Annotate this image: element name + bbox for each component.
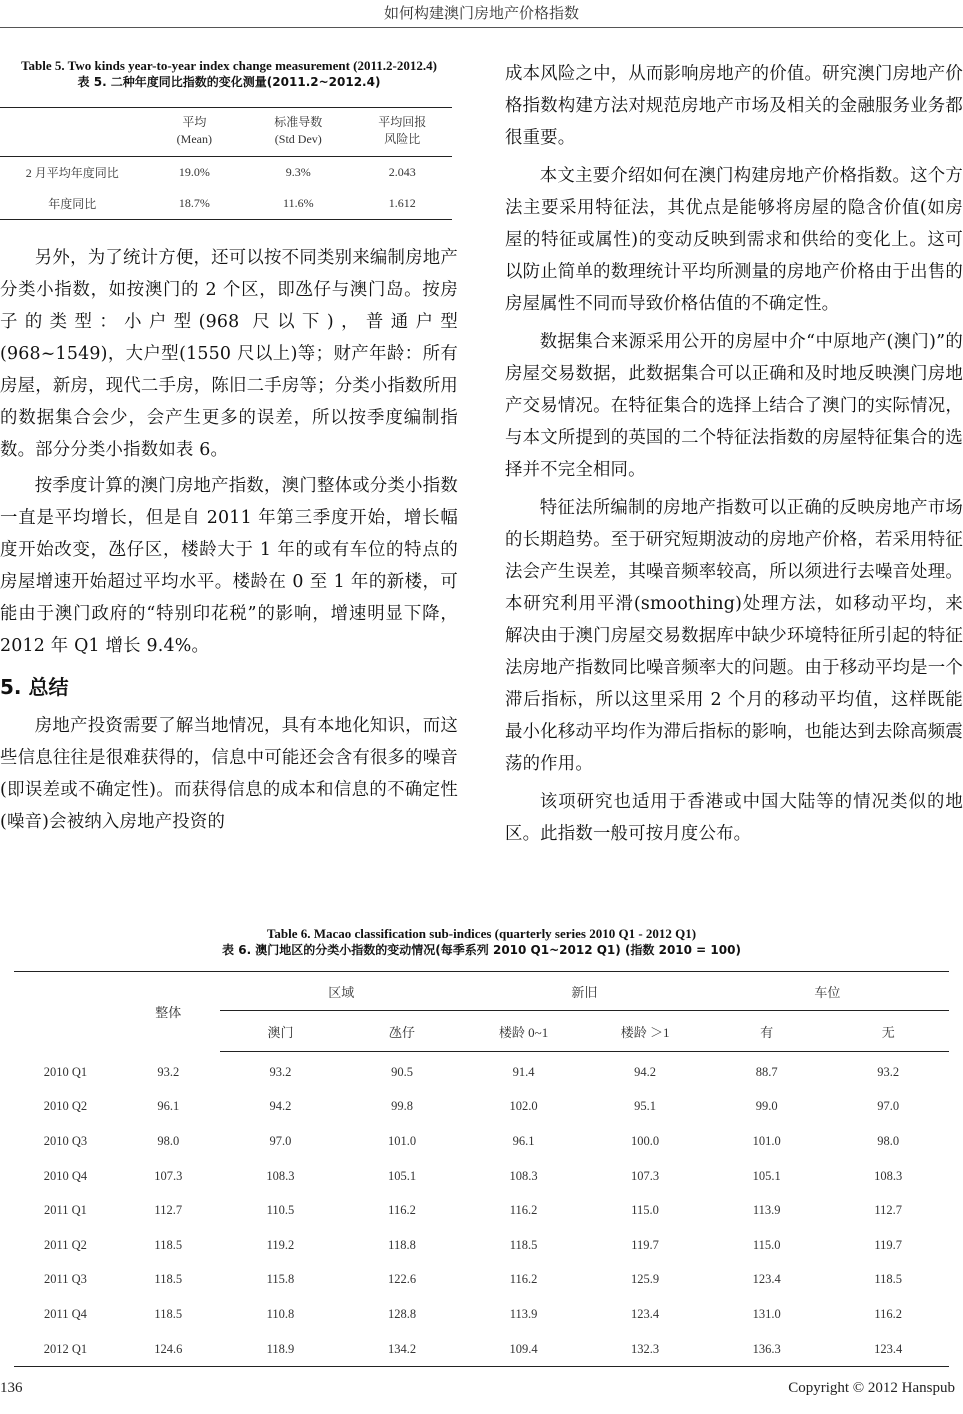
table5-cell-mean: 18.7% <box>145 188 244 220</box>
table6-cell-taipa: 101.0 <box>387 1133 417 1148</box>
section-heading: 5. 总结 <box>0 675 69 699</box>
table6-cell-age-old: 94.2 <box>634 1064 657 1079</box>
table6-cell-overall: 107.3 <box>154 1168 183 1183</box>
table6-cell-period: 2011 Q3 <box>43 1272 87 1287</box>
table-row <box>14 1193 949 1228</box>
table-row <box>14 1052 949 1090</box>
table6-cell-parking-yes: 99.0 <box>755 1099 778 1114</box>
table6-cell-age-new: 102.0 <box>509 1099 538 1114</box>
table6-body <box>14 1052 949 1367</box>
table6-cell-overall: 124.6 <box>117 1332 220 1367</box>
table6-cell-age-new: 113.9 <box>509 1306 538 1321</box>
table5-cell-ratio: 2.043 <box>388 165 416 179</box>
table6-cell-macau: 110.8 <box>266 1306 295 1321</box>
table6-cell-macau: 97.0 <box>269 1133 292 1148</box>
table6-group-parking: 车位 <box>706 972 949 1011</box>
table6-cell-parking-yes: 136.3 <box>706 1332 828 1367</box>
table6-cell-parking-no: 108.3 <box>874 1168 903 1183</box>
table6-cell-parking-no: 97.0 <box>877 1099 900 1114</box>
table6-cell-age-new: 91.4 <box>512 1064 535 1079</box>
table6-cell-parking-yes: 115.0 <box>752 1237 781 1252</box>
page-number: 136 <box>0 1380 23 1396</box>
table6-block <box>0 926 963 1367</box>
table6-cell-overall: 93.2 <box>157 1064 180 1079</box>
table6-cell-parking-no: 123.4 <box>827 1332 949 1367</box>
table6-cell-age-new: 109.4 <box>463 1332 585 1367</box>
table5-caption-en: Table 5. Two kinds year-to-year index change measurement (2011.2-2012.4) <box>21 58 437 73</box>
table6-cell-age-old: 119.7 <box>631 1237 659 1252</box>
table6-cell-period: 2011 Q1 <box>43 1203 87 1218</box>
table6-cell-age-new: 108.3 <box>509 1168 538 1183</box>
table6-cell-taipa: 90.5 <box>391 1064 413 1079</box>
table6-cell-parking-no: 112.7 <box>874 1203 903 1218</box>
table5-header-std: 标准导数 (Std Dev) <box>244 108 352 157</box>
table5-header-ratio: 平均回报 风险比 <box>353 108 452 157</box>
table6-cell-parking-yes: 105.1 <box>752 1168 781 1183</box>
table6-cell-age-new: 118.5 <box>509 1237 538 1252</box>
table-row <box>0 157 452 189</box>
body-paragraph: 本文主要介绍如何在澳门构建房地产价格指数。这个方法主要采用特征法，其优点是能够将房屋的隐含价值(如房屋的特征或属性)的变动反映到需求和供给的变化上。这可以防止简单的数理统计平均所测量的房地产价格由于出售的房屋属性不同而导致价格估值的不确定性。 <box>505 166 963 314</box>
table6-cell-parking-yes: 88.7 <box>755 1064 778 1079</box>
table6-cell-age-old: 107.3 <box>631 1168 660 1183</box>
table6-cell-taipa: 134.2 <box>341 1332 463 1367</box>
table6-cell-age-new: 116.2 <box>509 1203 538 1218</box>
table6-cell-age-old: 125.9 <box>631 1272 660 1287</box>
table6-subheader-age-old: 楼龄 ＞1 <box>584 1011 706 1052</box>
table6-cell-parking-no: 116.2 <box>874 1306 903 1321</box>
table6-subheader-age-new: 楼龄 0~1 <box>463 1011 585 1052</box>
table6-cell-parking-no: 119.7 <box>874 1237 903 1252</box>
table-row <box>14 1332 949 1367</box>
table6-cell-parking-yes: 113.9 <box>752 1203 781 1218</box>
table6-caption-zh: 表 6. 澳门地区的分类小指数的变动情况(每季系列 2010 Q1~2012 Q1) (指数 2010 = 100) <box>222 943 741 957</box>
table6-cell-period: 2010 Q3 <box>43 1133 88 1148</box>
table6-cell-taipa: 99.8 <box>391 1099 413 1114</box>
table6-cell-overall: 118.5 <box>154 1272 183 1287</box>
table6-cell-parking-no: 98.0 <box>877 1133 900 1148</box>
table-row <box>14 1228 949 1263</box>
table6-cell-overall: 96.1 <box>157 1099 180 1114</box>
table6-group-header-row <box>14 972 949 1011</box>
table6-group-age: 新旧 <box>463 972 706 1011</box>
body-paragraph: 另外，为了统计方便，还可以按不同类别来编制房地产分类小指数，如按澳门的 2 个区，即氹仔与澳门岛。按房子的类型：小户型(968 尺以下)，普通户型(968~1549)，大户型(1550 尺以上)等；财产年龄：所有房屋，新房，现代二手房，陈旧二手房等；分类小指数所用的数据集合会少，会产生更多的误差，所以按季度编制指数。部分分类小指数如表 6。 <box>0 248 458 460</box>
table6-cell-period: 2012 Q1 <box>14 1332 117 1367</box>
table6-cell-taipa: 122.6 <box>387 1272 417 1287</box>
copyright-notice: Copyright © 2012 Hanspub <box>788 1380 955 1396</box>
table5-caption-zh: 表 5. 二种年度同比指数的变化测量(2011.2~2012.4) <box>77 75 381 89</box>
table6-cell-taipa: 128.8 <box>387 1306 417 1321</box>
table6-cell-taipa: 105.1 <box>387 1168 417 1183</box>
table6-subheader-taipa: 氹仔 <box>341 1011 463 1052</box>
table6-cell-age-new: 116.2 <box>509 1272 538 1287</box>
table5-cell-ratio: 1.612 <box>353 188 452 220</box>
table-row <box>14 1263 949 1298</box>
table6-cell-age-new: 96.1 <box>512 1133 535 1148</box>
table6-cell-parking-no: 93.2 <box>877 1064 900 1079</box>
table6-group-region: 区域 <box>220 972 463 1011</box>
table6-cell-period: 2011 Q4 <box>43 1306 87 1321</box>
table5-cell-std: 9.3% <box>285 165 311 179</box>
body-paragraph: 房地产投资需要了解当地情况，具有本地化知识，而这些信息往往是很难获得的，信息中可能还会含有很多的噪音(即误差或不确定性)。而获得信息的成本和信息的不确定性(噪音)会被纳入房地产投资的 <box>0 716 458 832</box>
table6-cell-overall: 112.7 <box>154 1203 183 1218</box>
table6-subheader-parking-yes: 有 <box>706 1011 828 1052</box>
table-row <box>0 188 452 220</box>
table6-cell-taipa: 116.2 <box>388 1203 416 1218</box>
table6-cell-period: 2010 Q2 <box>43 1099 88 1114</box>
table6-cell-taipa: 118.8 <box>388 1237 416 1252</box>
table6-cell-overall: 98.0 <box>157 1133 180 1148</box>
table6-cell-age-old: 100.0 <box>631 1133 660 1148</box>
table6-cell-overall: 118.5 <box>154 1306 183 1321</box>
table5-cell-mean: 19.0% <box>178 165 210 179</box>
table6-cell-parking-no: 118.5 <box>874 1272 903 1287</box>
table6-header-period <box>14 972 117 1052</box>
table5-row-label: 年度同比 <box>0 188 145 220</box>
table6-cell-period: 2010 Q4 <box>43 1168 88 1183</box>
body-paragraph: 数据集合来源采用公开的房屋中介“中原地产(澳门)”的房屋交易数据，此数据集合可以正确和及时地反映澳门房地产交易情况。在特征集合的选择上结合了澳门的实际情况，与本文所提到的英国的二个特征法指数的房屋特征集合的选择并不完全相同。 <box>505 332 963 480</box>
running-head: 如何构建澳门房地产价格指数 <box>383 4 579 22</box>
table5-header-blank <box>0 108 145 157</box>
table6-cell-macau: 119.2 <box>266 1237 295 1252</box>
table-row <box>14 1090 949 1125</box>
right-column <box>505 58 963 850</box>
table6-cell-age-old: 123.4 <box>631 1306 660 1321</box>
table6-caption-en: Table 6. Macao classification sub-indices (quarterly series 2010 Q1 - 2012 Q1) <box>266 926 697 941</box>
table6-cell-parking-yes: 101.0 <box>752 1133 781 1148</box>
table6-subheader-macau: 澳门 <box>220 1011 342 1052</box>
table-row <box>14 1124 949 1159</box>
table5-cell-std: 11.6% <box>244 188 352 220</box>
table6-cell-period: 2011 Q2 <box>43 1237 87 1252</box>
table6-cell-overall: 118.5 <box>154 1237 183 1252</box>
body-paragraph: 该项研究也适用于香港或中国大陆等的情况类似的地区。此指数一般可按月度公布。 <box>505 792 963 844</box>
table6-cell-age-old: 95.1 <box>634 1099 657 1114</box>
table6-cell-macau: 94.2 <box>269 1099 292 1114</box>
table5-row-label: 2 月平均年度同比 <box>25 166 119 180</box>
table5-header-row <box>0 108 452 157</box>
table5-header-mean: 平均 (Mean) <box>145 108 244 157</box>
table6-cell-macau: 110.5 <box>266 1203 295 1218</box>
body-paragraph: 成本风险之中，从而影响房地产的价值。研究澳门房地产价格指数构建方法对规范房地产市场及相关的金融服务业务都很重要。 <box>505 64 963 148</box>
table-row <box>14 1297 949 1332</box>
left-column <box>0 58 458 838</box>
table6-cell-macau: 93.2 <box>269 1064 292 1079</box>
table6-cell-macau: 118.9 <box>220 1332 342 1367</box>
table6-cell-age-old: 115.0 <box>631 1203 659 1218</box>
table6-subheader-parking-no: 无 <box>827 1011 949 1052</box>
header-divider <box>0 27 963 28</box>
table6-header-overall: 整体 <box>117 972 220 1052</box>
table6-cell-macau: 108.3 <box>266 1168 295 1183</box>
table6-cell-parking-yes: 131.0 <box>752 1306 781 1321</box>
table6-cell-age-old: 132.3 <box>584 1332 706 1367</box>
table5 <box>0 107 452 220</box>
table6-cell-parking-yes: 123.4 <box>752 1272 781 1287</box>
table-row <box>14 1159 949 1194</box>
body-paragraph: 特征法所编制的房地产指数可以正确的反映房地产市场的长期趋势。至于研究短期波动的房地产价格，若采用特征法会产生误差，其噪音频率较高，所以须进行去噪音处理。本研究利用平滑(smoothing)处理方法，如移动平均，来解决由于澳门房屋交易数据库中缺少环境特征所引起的特征法房地产指数同比噪音频率大的问题。由于移动平均是一个滞后指标，所以这里采用 2 个月的移动平均值，这样既能最小化移动平均作为滞后指标的影响，也能达到去除高频震荡的作用。 <box>505 498 963 774</box>
table6 <box>14 971 949 1367</box>
table6-cell-macau: 115.8 <box>266 1272 295 1287</box>
table6-cell-period: 2010 Q1 <box>43 1064 88 1079</box>
body-paragraph: 按季度计算的澳门房地产指数，澳门整体或分类小指数一直是平均增长，但是自 2011 年第三季度开始，增长幅度开始改变，氹仔区，楼龄大于 1 年的或有车位的特点的房屋增速开始超过平均水平。楼龄在 0 至 1 年的新楼，可能由于澳门政府的“特别印花税”的影响，增速明显下降，2012 年 Q1 增长 9.4%。 <box>0 476 458 656</box>
